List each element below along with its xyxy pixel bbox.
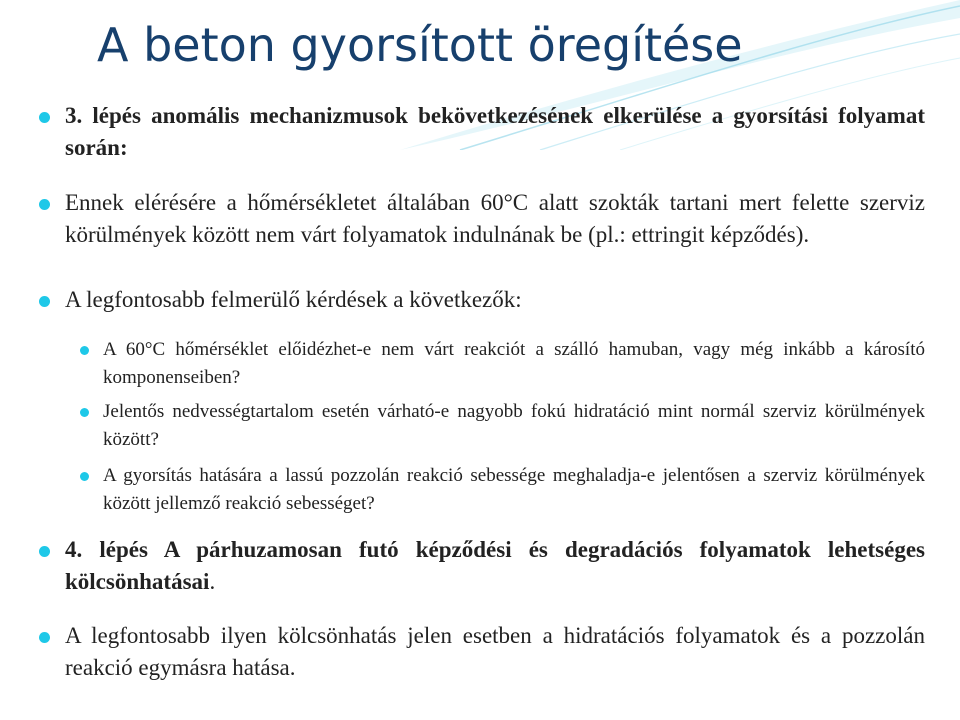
step-4-period: . [209, 569, 216, 594]
sub-bullet-fly-ash-reaction: A 60°C hőmérséklet előidézhet-e nem várt reakciót a szálló hamuban, vagy még inkább a károsító komponenseiben? [103, 336, 925, 392]
step-4-bold-text: 4. lépés A párhuzamosan futó képződési és degradációs folyamatok lehetséges kölcsönhatásai [65, 537, 925, 594]
bullet-key-questions: A legfontosabb felmerülő kérdések a következők: [65, 284, 925, 316]
slide-title: A beton gyorsított öregítése [97, 18, 743, 72]
sub-bullet-pozzolan-rate: A gyorsítás hatására a lassú pozzolán reakció sebessége meghaladja-e jelentősen a szerviz körülmények között jellemző reakció sebességet? [103, 462, 925, 518]
bullet-temperature-limit: Ennek elérésére a hőmérsékletet általában 60°C alatt szokták tartani mert felette szerviz körülmények között nem várt folyamatok indulnának be (pl.: ettringit képződés). [65, 187, 925, 251]
bullet-step-4 [65, 534, 925, 598]
bullet-interaction: A legfontosabb ilyen kölcsönhatás jelen esetben a hidratációs folyamatok és a pozzolán reakció egymásra hatása. [65, 620, 925, 684]
bullet-step-3: 3. lépés anomális mechanizmusok bekövetkezésének elkerülése a gyorsítási folyamat során: [65, 100, 925, 164]
sub-bullet-hydration: Jelentős nedvességtartalom esetén várható-e nagyobb fokú hidratáció mint normál szerviz körülmények között? [103, 398, 925, 454]
